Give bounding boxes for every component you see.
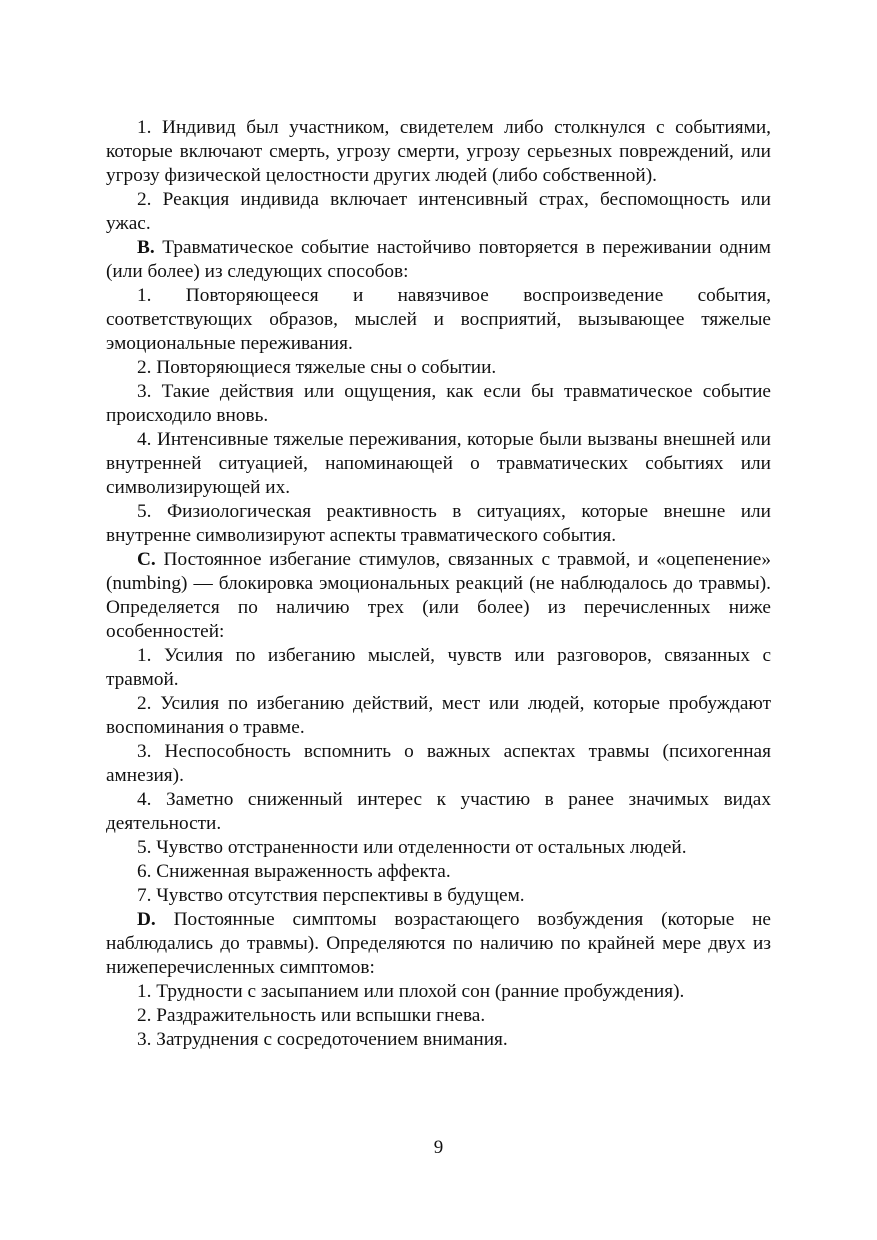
criterion-c-item-6: 6. Сниженная выраженность аффекта. xyxy=(137,861,451,882)
criterion-label: C. xyxy=(137,549,156,570)
criterion-c-item-2: 2. Усилия по избеганию действий, мест или людей, которые пробуждают воспоминания о травме. xyxy=(106,693,771,738)
criterion-c-heading: C. Постоянное избегание стимулов, связанных с травмой, и «оцепенение» (numbing) — блокировка эмоциональных реакций (не наблюдалось до травмы). Определяется по наличию трех (или более) из перечисленных ниже особенностей: xyxy=(106,549,771,642)
criterion-b-heading: B. Травматическое событие настойчиво повторяется в переживании одним (или более) из следующих способов: xyxy=(106,237,771,282)
criterion-b-item-5: 5. Физиологическая реактивность в ситуациях, которые внешне или внутренне символизируют аспекты травматического события. xyxy=(106,501,771,546)
criterion-b-item-4: 4. Интенсивные тяжелые переживания, которые были вызваны внешней или внутренней ситуацией, напоминающей о травматических событиях или символизирующей их. xyxy=(106,429,771,498)
criterion-c-item-5: 5. Чувство отстраненности или отделенности от остальных людей. xyxy=(137,837,687,858)
criterion-c-item-4: 4. Заметно сниженный интерес к участию в ранее значимых видах деятельности. xyxy=(106,789,771,834)
criterion-b-item-3: 3. Такие действия или ощущения, как если бы травматическое событие происходило вновь. xyxy=(106,381,771,426)
criterion-c-item-1: 1. Усилия по избеганию мыслей, чувств или разговоров, связанных с травмой. xyxy=(106,645,771,690)
criterion-b-item-2: 2. Повторяющиеся тяжелые сны о событии. xyxy=(137,357,497,378)
criterion-c-item-7: 7. Чувство отсутствия перспективы в будущем. xyxy=(137,885,525,906)
criterion-c-item-3: 3. Неспособность вспомнить о важных аспектах травмы (психогенная амнезия). xyxy=(106,741,771,786)
criterion-d-item-1: 1. Трудности с засыпанием или плохой сон (ранние пробуждения). xyxy=(137,981,685,1002)
page-number: 9 xyxy=(433,1137,444,1158)
criterion-a-item-1: 1. Индивид был участником, свидетелем либо столкнулся с событиями, которые включают смерть, угрозу смерти, угрозу серьезных повреждений, или угрозу физической целостности других людей (либо собственной). xyxy=(106,117,771,186)
page-body xyxy=(106,116,771,1052)
criterion-d-item-3: 3. Затруднения с сосредоточением внимания. xyxy=(137,1029,508,1050)
criterion-label: B. xyxy=(137,237,155,258)
criterion-a-item-2: 2. Реакция индивида включает интенсивный страх, беспомощность или ужас. xyxy=(106,189,771,234)
criterion-d-heading: D. Постоянные симптомы возрастающего возбуждения (которые не наблюдались до травмы). Определяются по наличию по крайней мере двух из нижеперечисленных симптомов: xyxy=(106,909,771,978)
criterion-d-item-2: 2. Раздражительность или вспышки гнева. xyxy=(137,1005,486,1026)
criterion-label: D. xyxy=(137,909,156,930)
criterion-b-item-1: 1. Повторяющееся и навязчивое воспроизведение события, соответствующих образов, мыслей и восприятий, вызывающее тяжелые эмоциональные переживания. xyxy=(106,285,771,354)
